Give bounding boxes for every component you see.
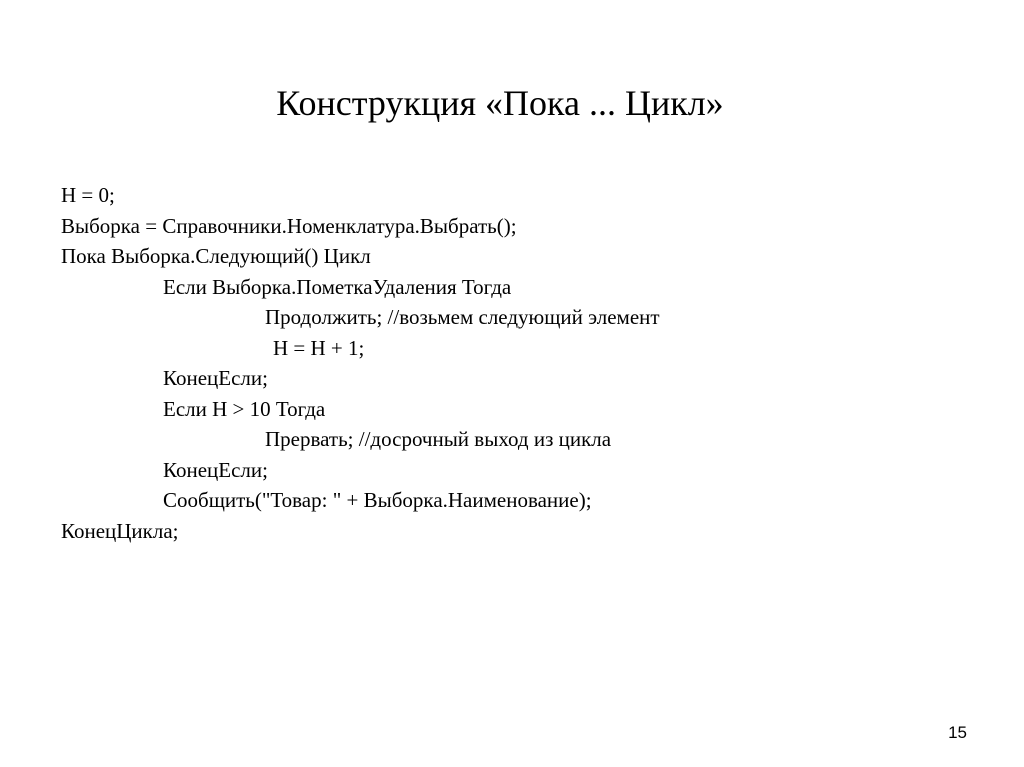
code-line: Пока Выборка.Следующий() Цикл [61,244,371,268]
code-line: Сообщить("Товар: " + Выборка.Наименование); [163,488,592,512]
page-number: 15 [948,723,967,742]
code-line: Прервать; //досрочный выход из цикла [265,427,612,451]
code-line: Н = Н + 1; [273,335,365,360]
code-line: Выборка = Справочники.Номенклатура.Выбрать(); [61,213,517,238]
code-block [61,180,961,546]
code-line: КонецЦикла; [61,518,179,543]
slide-title: Конструкция «Пока ... Цикл» [276,83,724,123]
code-line: Если Н > 10 Тогда [163,396,326,421]
code-line: Н = 0; [61,183,115,207]
code-line: КонецЕсли; [163,366,268,390]
code-line: Продолжить; //возьмем следующий элемент [265,305,660,329]
code-line: КонецЕсли; [163,457,268,482]
code-line: Если Выборка.ПометкаУдаления Тогда [163,274,512,299]
